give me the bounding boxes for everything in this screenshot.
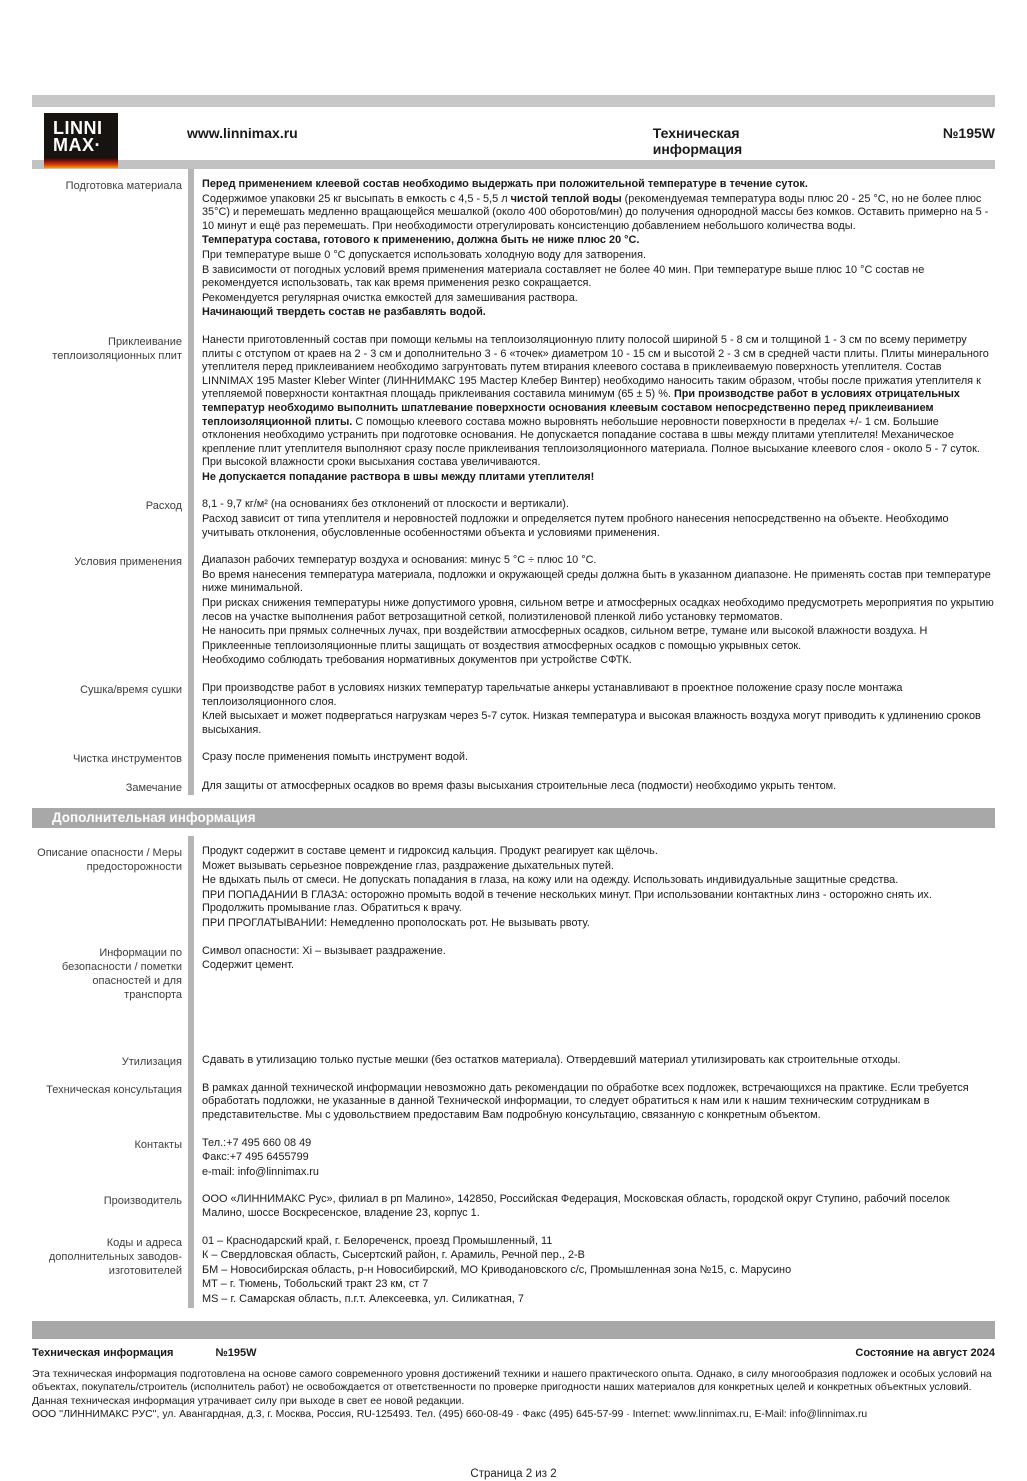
paragraph: При рисках снижения температуры ниже допустимого уровня, сильном ветре и атмосферных осадках необходимо предусмотреть мероприятия по укрытию лесов на участке выполнения работ ветрозащитной сеткой, полиэтиленовой пленкой либо установку термоматов. [202,597,994,623]
document-footer [32,1339,995,1481]
paragraph: Не вдыхать пыль от смеси. Не допускать попадания в глаза, на кожу или на одежду. Использовать индивидуальные защитные средства. [202,874,899,887]
section-label: Условия применения [74,556,182,569]
page-indicator: Страница 2 из 2 [470,1467,557,1480]
section-row [32,1137,995,1181]
paragraph: ПРИ ПРОГЛАТЫВАНИИ: Немедленно прополоскать рот. Не вызывать рвоту. [202,916,590,929]
section-row [32,845,995,932]
paragraph: К – Свердловская область, Сысертский район, г. Арамиль, Речной пер., 2-В [202,1249,585,1262]
logo-gradient-stripe [44,158,118,168]
paragraph: Температура состава, готового к применению, должна быть не ниже плюс 20 °С. [202,234,640,247]
section-content [202,334,995,486]
paragraph: 01 – Краснодарский край, г. Белореченск, проезд Промышленный, 11 [202,1234,553,1247]
section-content [202,554,995,669]
paragraph: Факс:+7 495 6455799 [202,1151,309,1164]
section-label: Коды и адреса дополнительных заводов-изготовителей [48,1236,182,1278]
paragraph: e-mail: info@linnimax.ru [202,1165,319,1178]
paragraph: МТ – г. Тюмень, Тобольский тракт 23 км, ст 7 [202,1278,429,1291]
section-content [202,1235,995,1308]
additional-info-band [32,808,995,828]
logo-wordmark [44,113,118,158]
website-url: www.linnimax.ru [187,125,298,141]
section-content [202,1082,995,1124]
section-label: Приклеивание теплоизоляционных плит [52,335,182,363]
paragraph: Продукт содержит в составе цемент и гидроксид кальция. Продукт реагирует как щёлочь. [202,844,658,857]
paragraph: Расход зависит от типа утеплителя и неровностей подложки и определяется путем пробного нанесения непосредственно на объекте. Необходимо учитывать отклонения, обусловленные особенностями объекта и условиями применения. [202,513,949,539]
paragraph: Нанести приготовленный состав при помощи кельмы на теплоизоляционную плиту полосой шириной 5 - 8 см и толщиной 1 - 3 см по всему периметру плиты с отступом от краев на 2 - 3 см и дополнительно 3 - 6 «точек» диаметром 10 - 15 см и высотой 2 - 3 см в средней части плиты. Плиты минерального утеплителя перед приклеиванием необходимо загрунтовать путем втирания клеевого состава в приклеиваемую поверхность утеплителя. Состав LINNIMAX 195 Master Kleber Winter (ЛИННИМАКС 195 Мастер Клебер Винтер) необходимо наносить таким образом, чтобы после прижатия утеплителя к утепляемой поверхности контактная площадь приклеивания составила минимум (65 ± 5) %. При производстве работ в условиях отрицательных температур необходимо выполнить шпатлевание поверхности основания клеевым составом непосредственно перед приклеиванием теплоизоляционной плиты. С помощью клеевого состава можно выровнять небольшие неровности поверхности в пределах +/- 1 см. Большие отклонения необходимо устранить при подготовке основания. Не допускается попадание состава в швы между плитами утеплителя! Механическое крепление плит утеплителя выполняют сразу после приклеивания теплоизоляционного материала. Полное высыхание клеевого слоя - около 5 - 7 суток. При высокой влажности сроки высыхания состава увеличиваются. [202,333,989,469]
header-row [32,125,995,157]
main-sections [32,169,995,795]
paragraph: В рамках данной технической информации невозможно дать рекомендации по обработке всех подложек, встречающихся на практике. Если требуется обработать подложки, не указанные в данной Технической информации, то следует обратиться к нам или к нашим техническим сотрудникам в представительстве. Мы с удовольствием предоставим Вам подробную консультацию, связанную с конкретным объектом. [202,1081,969,1122]
paragraph: Содержит цемент. [202,959,295,972]
document-number: №195W [942,125,995,141]
additional-sections [32,836,995,1308]
header-divider-bar [32,160,995,169]
section-content [202,945,995,1041]
section-content [202,1054,995,1069]
section-row [32,945,995,1041]
section-label: Информации по безопасности / пометки опасностей и для транспорта [61,946,182,1002]
paragraph: 8,1 - 9,7 кг/м² (на основаниях без отклонений от плоскости и вертикали). [202,498,569,511]
paragraph: Начинающий твердеть состав не разбавлять водой. [202,306,486,319]
paragraph: Тел.:+7 495 660 08 49 [202,1136,312,1149]
linnimax-logo [44,113,118,168]
logo-line-2: MAX· [53,134,101,155]
section-label: Производитель [103,1195,182,1208]
paragraph: При производстве работ в условиях низких температур тарельчатые анкеры устанавливают в проектное положение сразу после монтажа теплоизоляционного слоя. [202,682,903,708]
footer-doc-type: Техническая информация [32,1346,174,1359]
section-content [202,1137,995,1181]
section-label: Утилизация [121,1055,182,1068]
document-type-title: Техническая информация [652,125,743,157]
paragraph: Перед применением клеевой состав необходимо выдержать при положительной температуре в течение суток. [202,178,808,190]
footer-company-line: ООО ''ЛИННИМАКС РУС'', ул. Авангардная, д.3, г. Москва, Россия, RU-125493. Тел. (495) 660-08-49 · Факс (495) 645-57-99 · Internet: www.linnimax.ru, E-Mail: info@linnimax.ru [32,1409,868,1421]
logo-line-1: LINNI [53,118,103,138]
section-content [202,1193,995,1221]
section-label: Сушка/время сушки [80,684,182,696]
paragraph: ООО «ЛИННИМАКС Рус», филиал в рп Малино», 142850, Российская Федерация, Московская область, городской округ Ступино, рабочий поселок Малино, шоссе Воскресенское, владение 23, корпус 1. [202,1193,950,1219]
paragraph: В зависимости от погодных условий время применения материала составляет не более 40 мин. При температуре выше плюс 10 °С состав не рекомендуется использовать, так как время применения резко сокращается. [202,263,925,290]
top-divider-bar [32,95,995,107]
footer-status-date: Состояние на август 2024 [855,1346,995,1359]
paragraph: Рекомендуется регулярная очистка емкостей для замешивания раствора. [202,291,578,304]
section-row [32,1235,995,1308]
footer-title-line [32,1347,995,1360]
paragraph: Необходимо соблюдать требования нормативных документов при устройстве СФТК. [202,654,632,667]
section-label: Чистка инструментов [72,753,182,766]
section-row [32,1082,995,1124]
section-content [202,751,995,766]
section-content [202,780,995,795]
paragraph: Клей высыхает и может подвергаться нагрузкам через 5-7 суток. Низкая температура и высокая влажность воздуха могут приводить к удлинению сроков высыхания. [202,710,981,736]
paragraph: Диапазон рабочих температур воздуха и основания: минус 5 °С ÷ плюс 10 °С. [202,554,597,567]
paragraph: При температуре выше 0 °С допускается использовать холодную воду для затворения. [202,248,647,261]
section-row [32,554,995,669]
paragraph: Не допускается попадание раствора в швы между плитами утеплителя! [202,470,595,483]
paragraph: ПРИ ПОПАДАНИИ В ГЛАЗА: осторожно промыть водой в течение нескольких минут. При использовании контактных линз - осторожно снять их. Продолжить промывание глаз. Обратиться к врачу. [202,888,932,915]
section-row [32,1054,995,1069]
paragraph: Символ опасности: Xi – вызывает раздражение. [202,944,446,957]
section-row [32,498,995,541]
footer-disclaimer: Эта техническая информация подготовлена на основе самого современного уровня достижений техники и нашего практического опыта. Однако, в силу многообразия подложек и особых условий на объектах, покупатель/строитель (исполнитель работ) не освобождается от ответственности по проверке пригодности наших материалов для конкретных целей и конкретных объектных условий. Данная техническая информация утрачивает силу при выходе в свет ее новой редакции. [32,1368,992,1407]
paragraph: Приклеенные теплоизоляционные плиты защищать от воздествия атмосферных осадков с помощью укрывных сеток. [202,639,802,652]
section-label: Контакты [134,1138,182,1151]
section-row [32,751,995,766]
paragraph: Не наносить при прямых солнечных лучах, при воздействии атмосферных осадков, сильном ветре, тумане или высокой влажности воздуха. Н [202,625,928,638]
paragraph: Сразу после применения помыть инструмент водой. [202,751,469,764]
footer-doc-number: №195W [215,1346,257,1359]
section-row [32,1193,995,1221]
section-row [32,682,995,738]
section-row [32,178,995,321]
section-label: Подготовка материала [65,180,182,192]
document-header [32,107,995,160]
paragraph: Содержимое упаковки 25 кг высыпать в емкость с 4,5 - 5,5 л чистой теплой воды (рекомендуемая температура воды плюс 20 - 25 °С, но не более плюс 35°С) и перемешать медленно вращающейся мешалкой (около 400 оборотов/мин) до получения однородной массы без комков. Оставить примерно на 5 - 10 минут и ещё раз перемешать. При необходимости отрегулировать консистенцию добавлением небольшого количества воды. [202,192,989,232]
section-content [202,178,995,321]
section-content [202,682,995,738]
additional-info-band-title: Дополнительная информация [52,809,256,825]
paragraph: Во время нанесения температура материала, подложки и окружающей среды должна быть в указанном диапазоне. Не применять состав при температуре ниже минимальной. [202,568,991,595]
paragraph: Для защиты от атмосферных осадков во время фазы высыхания строительные леса (подмости) необходимо укрыть тентом. [202,779,837,792]
section-row [32,334,995,486]
section-label: Замечание [125,781,182,794]
section-label: Расход [145,500,182,513]
section-content [202,845,995,932]
bottom-divider-bar [32,1321,995,1339]
section-content [202,498,995,541]
paragraph: Сдавать в утилизацию только пустые мешки (без остатков материала). Отвердевший материал утилизировать как строительные отходы. [202,1053,901,1066]
paragraph: Может вызывать серьезное повреждение глаз, раздражение дыхательных путей. [202,859,614,872]
section-row [32,780,995,795]
section-label: Техническая консультация [46,1083,182,1096]
paragraph: MS – г. Самарская область, п.г.т. Алексеевка, ул. Силикатная, 7 [202,1292,524,1305]
section-label: Описание опасности / Меры предосторожности [37,846,182,874]
paragraph: БМ – Новосибирская область, р-н Новосибирский, МО Криводановского с/с, Промышленная зона №15, с. Марусино [202,1263,792,1276]
